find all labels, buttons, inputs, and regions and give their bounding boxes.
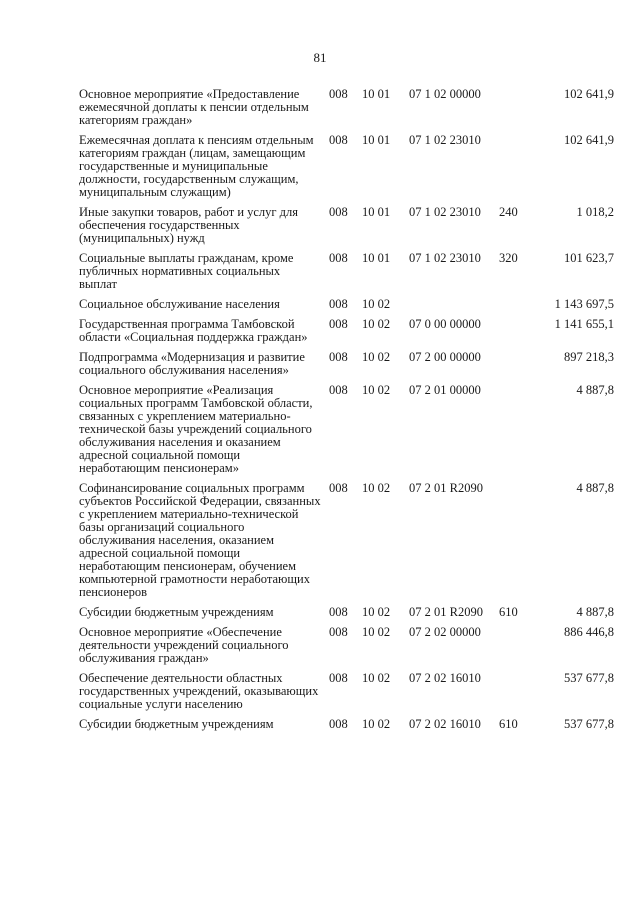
description-cell: Государственная программа Тамбовской области «Социальная поддержка граждан»: [79, 317, 308, 344]
table-row: [79, 718, 614, 731]
sum-cell: 102 641,9: [564, 87, 614, 101]
razdel-cell: 10 01: [362, 205, 391, 219]
sum-cell: 4 887,8: [576, 383, 614, 397]
razdel-cell: 10 02: [362, 625, 391, 639]
table-row: [79, 672, 614, 711]
razdel-cell: 10 02: [362, 671, 391, 685]
description-cell: Основное мероприятие «Обеспечение деятельности учреждений социального обслуживания граждан»: [79, 625, 289, 665]
expense-type-cell: 610: [499, 605, 518, 619]
target-article-cell: 07 2 00 00000: [409, 350, 481, 364]
razdel-cell: 10 02: [362, 383, 391, 397]
target-article-cell: 07 1 02 23010: [409, 133, 481, 147]
description-cell: Иные закупки товаров, работ и услуг для обеспечения государственных (муниципальных) нужд: [79, 205, 299, 245]
target-article-cell: 07 2 02 16010: [409, 671, 481, 685]
vedomstvo-cell: 008: [329, 481, 348, 495]
sum-cell: 1 141 655,1: [554, 317, 614, 331]
razdel-cell: 10 02: [362, 605, 391, 619]
target-article-cell: 07 1 02 23010: [409, 251, 481, 265]
table-row: [79, 88, 614, 127]
table-row: [79, 482, 614, 599]
razdel-cell: 10 02: [362, 317, 391, 331]
table-row: [79, 626, 614, 665]
target-article-cell: 07 1 02 00000: [409, 87, 481, 101]
sum-cell: 537 677,8: [564, 717, 614, 731]
description-cell: Социальное обслуживание населения: [79, 297, 280, 311]
description-cell: Основное мероприятие «Реализация социальных программ Тамбовской области, связанных с укреплением материально-технической базы учреждений социального обслуживания населения и оказанием адресной социальной помощи неработающим пенсионерам»: [79, 383, 313, 475]
description-cell: Социальные выплаты гражданам, кроме публичных нормативных социальных выплат: [79, 251, 294, 291]
target-article-cell: 07 2 02 16010: [409, 717, 481, 731]
vedomstvo-cell: 008: [329, 625, 348, 639]
expense-type-cell: 240: [499, 205, 518, 219]
razdel-cell: 10 01: [362, 87, 391, 101]
sum-cell: 101 623,7: [564, 251, 614, 265]
target-article-cell: 07 2 02 00000: [409, 625, 481, 639]
sum-cell: 1 143 697,5: [554, 297, 614, 311]
sum-cell: 4 887,8: [576, 605, 614, 619]
vedomstvo-cell: 008: [329, 205, 348, 219]
razdel-cell: 10 02: [362, 297, 391, 311]
target-article-cell: 07 0 00 00000: [409, 317, 481, 331]
vedomstvo-cell: 008: [329, 297, 348, 311]
target-article-cell: 07 2 01 R2090: [409, 481, 483, 495]
vedomstvo-cell: 008: [329, 251, 348, 265]
sum-cell: 4 887,8: [576, 481, 614, 495]
table-row: [79, 384, 614, 475]
vedomstvo-cell: 008: [329, 87, 348, 101]
table-row: [79, 252, 614, 291]
sum-cell: 1 018,2: [576, 205, 614, 219]
vedomstvo-cell: 008: [329, 671, 348, 685]
description-cell: Субсидии бюджетным учреждениям: [79, 717, 274, 731]
sum-cell: 102 641,9: [564, 133, 614, 147]
description-cell: Основное мероприятие «Предоставление ежемесячной доплаты к пенсии отдельным категориям граждан»: [79, 87, 309, 127]
table-row: [79, 318, 614, 344]
vedomstvo-cell: 008: [329, 605, 348, 619]
razdel-cell: 10 02: [362, 481, 391, 495]
razdel-cell: 10 02: [362, 717, 391, 731]
vedomstvo-cell: 008: [329, 383, 348, 397]
razdel-cell: 10 01: [362, 133, 391, 147]
expense-type-cell: 320: [499, 251, 518, 265]
sum-cell: 886 446,8: [564, 625, 614, 639]
target-article-cell: 07 2 01 00000: [409, 383, 481, 397]
table-row: [79, 206, 614, 245]
table-row: [79, 606, 614, 619]
target-article-cell: 07 2 01 R2090: [409, 605, 483, 619]
table-row: [79, 351, 614, 377]
description-cell: Обеспечение деятельности областных государственных учреждений, оказывающих социальные услуги населению: [79, 671, 319, 711]
vedomstvo-cell: 008: [329, 717, 348, 731]
expense-type-cell: 610: [499, 717, 518, 731]
sum-cell: 897 218,3: [564, 350, 614, 364]
vedomstvo-cell: 008: [329, 133, 348, 147]
table-row: [79, 134, 614, 199]
description-cell: Субсидии бюджетным учреждениям: [79, 605, 274, 619]
description-cell: Софинансирование социальных программ субъектов Российской Федерации, связанных с укреплением материально-технической базы организаций социального обслуживания населения, оказанием адресной социальной помощи неработающим пенсионерам, обучением компьютерной грамотности неработающих пенсионеров: [79, 481, 321, 599]
razdel-cell: 10 01: [362, 251, 391, 265]
razdel-cell: 10 02: [362, 350, 391, 364]
table-row: [79, 298, 614, 311]
budget-table: [79, 88, 614, 738]
target-article-cell: 07 1 02 23010: [409, 205, 481, 219]
page-number: 81: [313, 50, 327, 65]
description-cell: Подпрограмма «Модернизация и развитие социального обслуживания населения»: [79, 350, 305, 377]
description-cell: Ежемесячная доплата к пенсиям отдельным категориям граждан (лицам, замещающим государственные и муниципальные должности, государственным служащим, муниципальным служащим): [79, 133, 314, 199]
vedomstvo-cell: 008: [329, 350, 348, 364]
sum-cell: 537 677,8: [564, 671, 614, 685]
vedomstvo-cell: 008: [329, 317, 348, 331]
